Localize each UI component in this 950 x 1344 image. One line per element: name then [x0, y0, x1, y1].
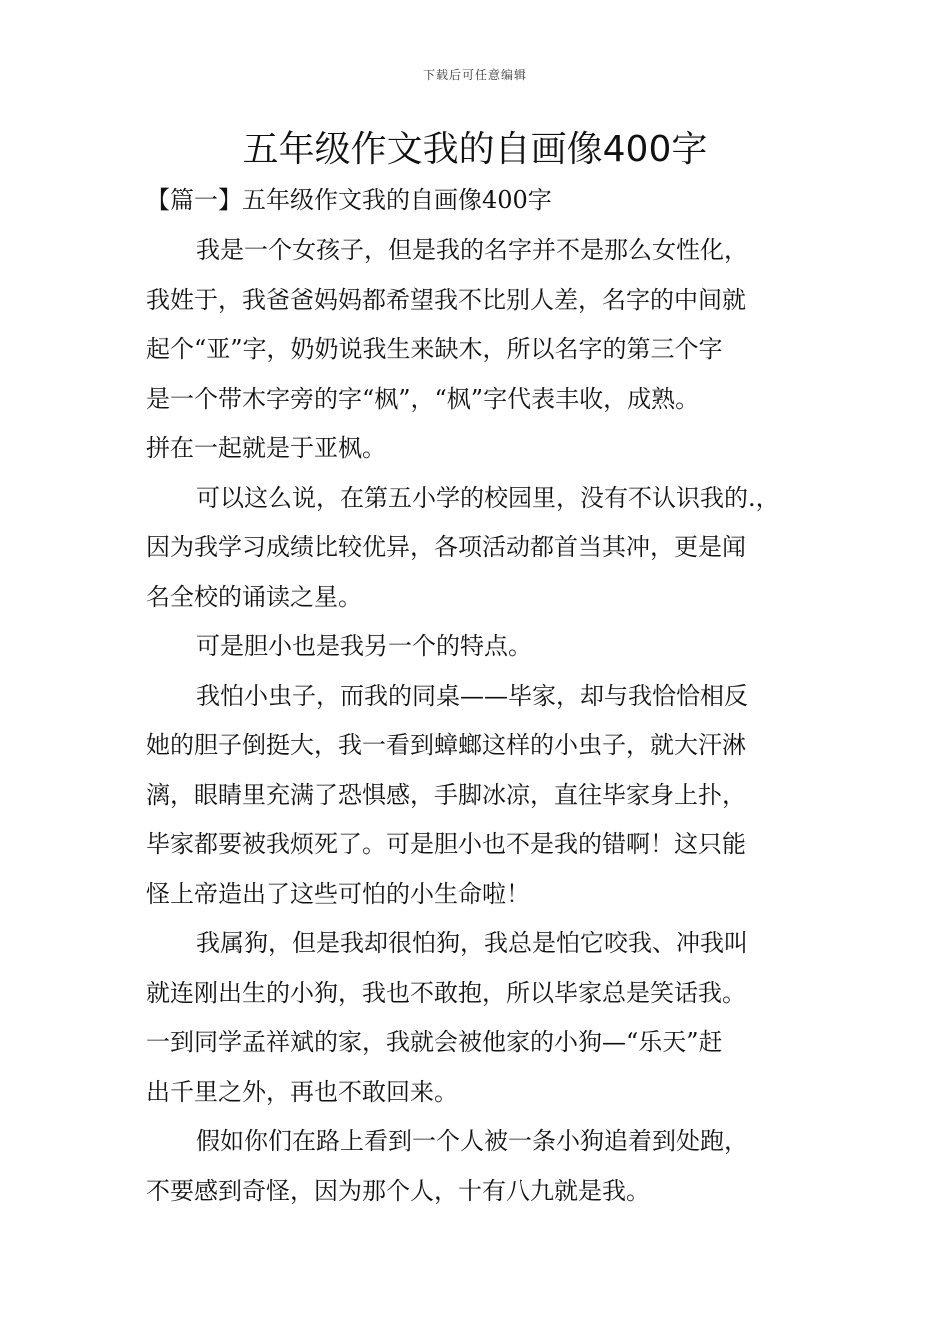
text-line: 因为我学习成绩比较优异，各项活动都首当其冲，更是闻 [146, 533, 746, 561]
text-line: 我属狗，但是我却很怕狗，我总是怕它咬我、冲我叫 [196, 929, 748, 957]
text-line: 出千里之外，再也不敢回来。 [146, 1077, 458, 1106]
text-line: 怪上帝造出了这些可怕的小生命啦！ [146, 879, 530, 908]
text-line: 我姓于，我爸爸妈妈都希望我不比别人差，名字的中间就 [146, 285, 746, 314]
text-line: 可是胆小也是我另一个的特点。 [196, 632, 532, 660]
text-line: 是一个带木字旁的字“枫”，“枫”字代表丰收，成熟。 [146, 384, 700, 413]
text-line: 不要感到奇怪，因为那个人，十有八九就是我。 [146, 1176, 650, 1205]
document-title: 五年级作文我的自画像400字 [242, 129, 708, 170]
text-line: 可以这么说，在第五小学的校园里，没有不认识我的.， [196, 483, 780, 512]
text-line: 起个“亚”字，奶奶说我生来缺木，所以名字的第三个字 [146, 335, 723, 363]
text-line: 漓，眼睛里充满了恐惧感，手脚冰凉，直往毕家身上扑， [146, 780, 746, 809]
text-line: 拼在一起就是于亚枫。 [146, 434, 386, 462]
text-line: 一到同学孟祥斌的家，我就会被他家的小狗—“乐天”赶 [146, 1028, 723, 1056]
text-line: 就连刚出生的小狗，我也不敢抱，所以毕家总是笑话我。 [146, 978, 746, 1007]
body-text [146, 226, 810, 1216]
text-line: 毕家都要被我烦死了。可是胆小也不是我的错啊！这只能 [146, 830, 746, 858]
text-line: 我是一个女孩子，但是我的名字并不是那么女性化， [196, 236, 748, 264]
section-heading: 【篇一】五年级作文我的自画像400字 [146, 186, 552, 214]
page-header-note: 下载后可任意编辑 [422, 68, 527, 82]
text-line: 假如你们在路上看到一个人被一条小狗追着到处跑， [196, 1127, 748, 1155]
text-line: 我怕小虫子，而我的同桌——毕家，却与我恰恰相反 [196, 681, 748, 710]
text-line: 名全校的诵读之星。 [146, 582, 362, 611]
text-line: 她的胆子倒挺大，我一看到蟑螂这样的小虫子，就大汗淋 [146, 731, 746, 759]
